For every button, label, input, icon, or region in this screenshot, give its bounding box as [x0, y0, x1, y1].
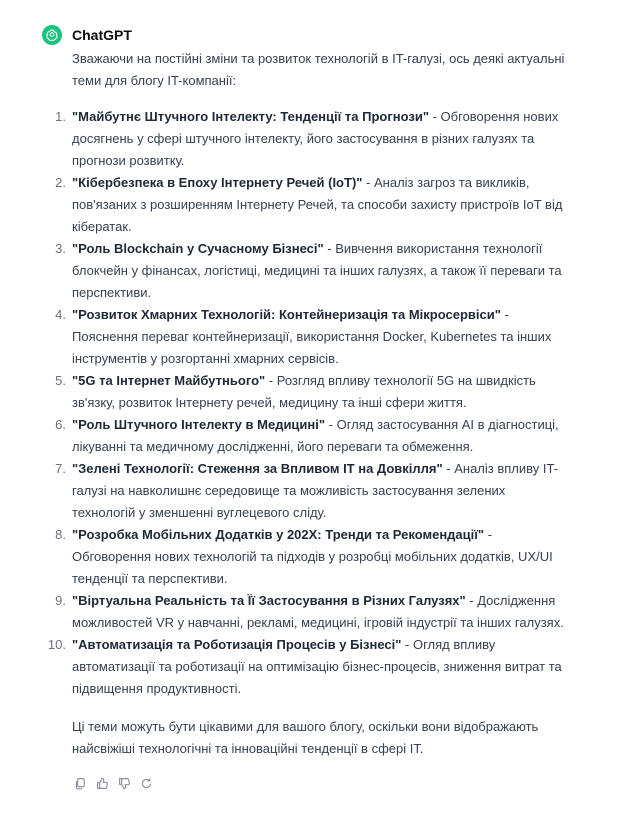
topic-number: 9. [55, 593, 66, 608]
topic-description: - Обговорення нових технологій та підходів у розробці мобільних додатків, UX/UI тенденції та перспективи. [72, 527, 553, 586]
topic-title: "Роль Штучного Інтелекту в Медицині" [72, 417, 326, 432]
topic-number: 1. [55, 109, 66, 124]
topic-description: - Огляд застосування AI в діагностиці, лікуванні та медичному дослідженні, його переваги та обмеження. [72, 417, 559, 454]
topic-number: 3. [55, 241, 66, 256]
message-intro: Зважаючи на постійні зміни та розвиток технологій в IT-галузі, ось деякі актуальні теми для блогу IT-компанії: [72, 51, 565, 88]
topic-title: "Майбутнє Штучного Інтелекту: Тенденції та Прогнози" [72, 109, 429, 124]
topic-item [55, 458, 572, 524]
topic-number: 7. [55, 461, 66, 476]
topic-title: "Кібербезпека в Епоху Інтернету Речей (IoT)" [72, 175, 363, 190]
regenerate-button[interactable] [138, 775, 154, 791]
topic-description: - Огляд впливу автоматизації та роботизації на оптимізацію бізнес-процесів, зниження витрат та підвищення продуктивності. [72, 637, 562, 696]
topic-title: "Розвиток Хмарних Технологій: Контейнеризація та Мікросервіси" [72, 307, 501, 322]
topic-title: "Роль Blockchain у Сучасному Бізнесі" [72, 241, 324, 256]
topic-number: 6. [55, 417, 66, 432]
topic-title: "5G та Інтернет Майбутнього" [72, 373, 266, 388]
topic-item [55, 106, 572, 172]
topic-item [47, 634, 572, 700]
topic-item [55, 172, 572, 238]
thumbs-down-button[interactable] [116, 775, 132, 791]
topic-number: 4. [55, 307, 66, 322]
topic-number: 5. [55, 373, 66, 388]
topics-list [47, 106, 572, 700]
chatgpt-avatar [42, 25, 62, 45]
thumbs-up-icon [96, 777, 109, 790]
topic-description: - Розгляд впливу технології 5G на швидкість зв'язку, розвиток Інтернету речей, медицину та інші сфери життя. [72, 373, 536, 410]
copy-icon [74, 777, 87, 790]
topic-number: 8. [55, 527, 66, 542]
topic-title: "Віртуальна Реальність та Її Застосування в Різних Галузях" [72, 593, 466, 608]
message-content [47, 48, 572, 760]
topic-item [55, 414, 572, 458]
message-outro: Ці теми можуть бути цікавими для вашого блогу, оскільки вони відображають найсвіжіші технологічні та інноваційні тенденції в сфері IT. [72, 719, 539, 756]
topic-item [55, 238, 572, 304]
regenerate-icon [140, 777, 153, 790]
topic-number: 2. [55, 175, 66, 190]
topic-description: - Дослідження можливостей VR у навчанні, рекламі, медицині, ігровій індустрії та інших галузях. [72, 593, 564, 630]
openai-logo-icon [45, 28, 59, 42]
thumbs-up-button[interactable] [94, 775, 110, 791]
topic-item [55, 524, 572, 590]
topic-description: - Обговорення нових досягнень у сфері штучного інтелекту, його застосування в різних галузях та прогнози розвитку. [72, 109, 559, 168]
topic-item [55, 590, 572, 634]
message-author: ChatGPT [72, 27, 132, 43]
topic-item [55, 370, 572, 414]
topic-title: "Зелені Технології: Стеження за Впливом IT на Довкілля" [72, 461, 443, 476]
topic-number: 10. [47, 637, 66, 652]
topic-title: "Розробка Мобільних Додатків у 202X: Тренди та Рекомендації" [72, 527, 485, 542]
thumbs-down-icon [118, 777, 131, 790]
topic-description: - Пояснення переваг контейнеризації, використання Docker, Kubernetes та інших інструментів у розгортанні хмарних сервісів. [72, 307, 552, 366]
topic-description: - Аналіз впливу IT-галузі на навколишнє середовище та можливість застосування зелених технологій у зменшенні вуглецевого сліду. [72, 461, 559, 520]
topic-item [55, 304, 572, 370]
message-actions [72, 775, 154, 791]
topic-title: "Автоматизація та Роботизація Процесів у Бізнесі" [72, 637, 402, 652]
topic-description: - Вивчення використання технології блокчейн у фінансах, логістиці, медицині та інших галузях, а також її переваги та перспективи. [72, 241, 562, 300]
copy-button[interactable] [72, 775, 88, 791]
topic-description: - Аналіз загроз та викликів, пов'язаних з розширенням Інтернету Речей, та способи захисту пристроїв IoT від кібератак. [72, 175, 563, 234]
